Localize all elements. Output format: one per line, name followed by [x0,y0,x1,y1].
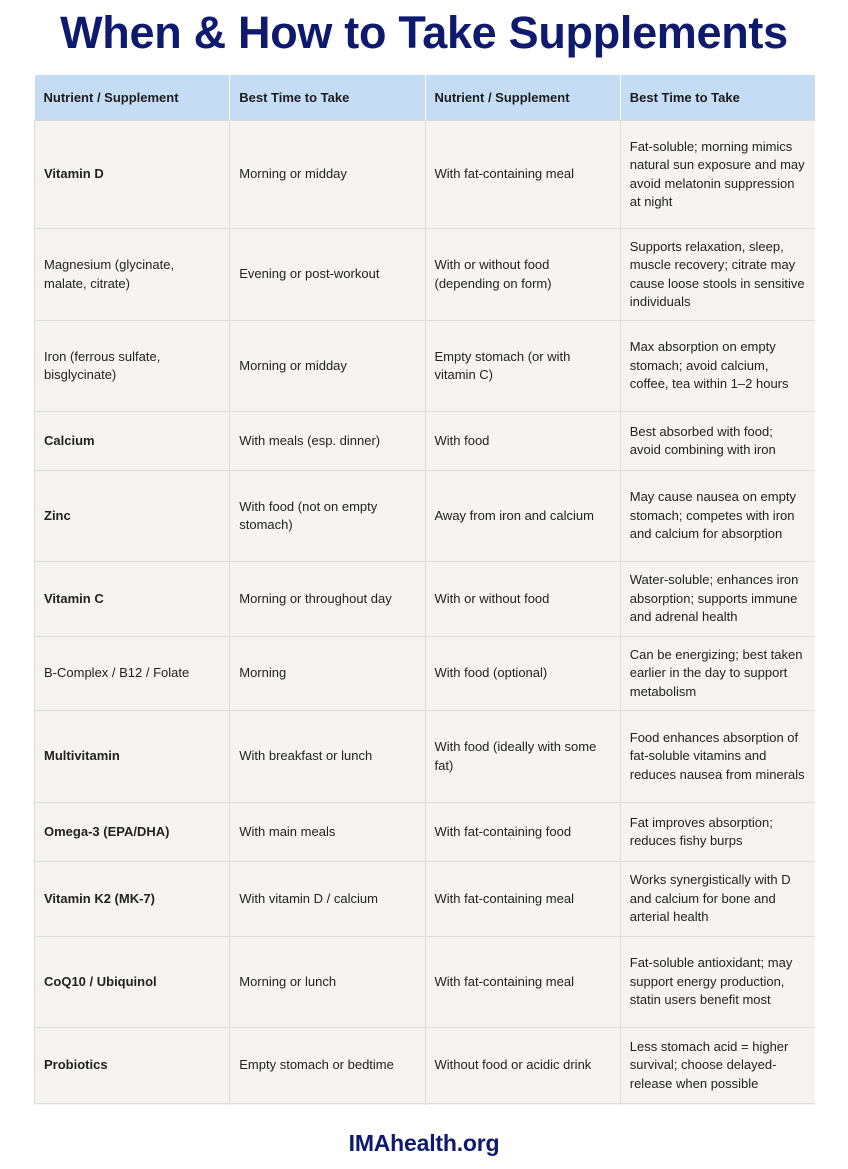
food-guidance-cell: With fat-containing meal [425,937,620,1028]
notes-cell: Food enhances absorption of fat-soluble vitamins and reduces nausea from minerals [620,711,815,803]
table-row [35,321,816,412]
best-time-cell: Morning [230,637,425,711]
footer-site-name: IMAhealth.org [348,1130,500,1156]
table-row [35,1028,816,1104]
table-row [35,937,816,1028]
notes-cell: Water-soluble; enhances iron absorption; supports immune and adrenal health [620,562,815,637]
notes-cell: Supports relaxation, sleep, muscle recovery; citrate may cause loose stools in sensitive individuals [620,229,815,321]
food-guidance-cell: With or without food [425,562,620,637]
notes-cell: Fat-soluble; morning mimics natural sun exposure and may avoid melatonin suppression at night [620,121,815,229]
supplements-table [34,75,815,1105]
best-time-cell: Morning or midday [230,321,425,412]
column-header: Best Time to Take [620,75,815,121]
food-guidance-cell: With fat-containing food [425,803,620,862]
notes-cell: Less stomach acid = higher survival; choose delayed-release when possible [620,1028,815,1104]
notes-cell: Fat improves absorption; reduces fishy burps [620,803,815,862]
empty-cell [35,1104,230,1106]
column-header: Nutrient / Supplement [425,75,620,121]
table-row [35,412,816,471]
supplement-name-cell: Omega-3 (EPA/DHA) [35,803,230,862]
food-guidance-cell: With fat-containing meal [425,121,620,229]
supplement-name-cell: Probiotics [35,1028,230,1104]
best-time-cell: Evening or post-workout [230,229,425,321]
supplement-name-cell: Vitamin K2 (MK-7) [35,862,230,937]
supplement-name-cell: Zinc [35,471,230,562]
supplement-name-cell: Multivitamin [35,711,230,803]
table-row [35,637,816,711]
best-time-cell: Morning or midday [230,121,425,229]
table-row [35,803,816,862]
table-row [35,711,816,803]
food-guidance-cell: With fat-containing meal [425,862,620,937]
food-guidance-cell: With or without food (depending on form) [425,229,620,321]
best-time-cell: With meals (esp. dinner) [230,412,425,471]
notes-cell: Fat-soluble antioxidant; may support energy production, statin users benefit most [620,937,815,1028]
column-header: Nutrient / Supplement [35,75,230,121]
food-guidance-cell: With food (optional) [425,637,620,711]
food-guidance-cell: Away from iron and calcium [425,471,620,562]
supplement-name-cell: Vitamin D [35,121,230,229]
food-guidance-cell: With food [425,412,620,471]
supplement-name-cell: Calcium [35,412,230,471]
food-guidance-cell: Without food or acidic drink [425,1028,620,1104]
supplement-name-cell: Magnesium (glycinate, malate, citrate) [35,229,230,321]
supplement-name-cell: CoQ10 / Ubiquinol [35,937,230,1028]
supplement-name-cell: Iron (ferrous sulfate, bisglycinate) [35,321,230,412]
food-guidance-cell: With food (ideally with some fat) [425,711,620,803]
supplement-name-cell: Vitamin C [35,562,230,637]
page-title: When & How to Take Supplements [60,7,788,58]
table-row [35,121,816,229]
best-time-cell: With food (not on empty stomach) [230,471,425,562]
best-time-cell: With breakfast or lunch [230,711,425,803]
notes-cell: May cause nausea on empty stomach; competes with iron and calcium for absorption [620,471,815,562]
notes-cell: Can be energizing; best taken earlier in the day to support metabolism [620,637,815,711]
best-time-cell: Empty stomach or bedtime [230,1028,425,1104]
empty-cell [230,1104,425,1106]
table-header-row [35,75,816,121]
notes-cell: Works synergistically with D and calcium for bone and arterial health [620,862,815,937]
table-row [35,471,816,562]
table-row-partial [35,1104,816,1106]
empty-cell [620,1104,815,1106]
notes-cell: Max absorption on empty stomach; avoid calcium, coffee, tea within 1–2 hours [620,321,815,412]
best-time-cell: With vitamin D / calcium [230,862,425,937]
column-header: Best Time to Take [230,75,425,121]
food-guidance-cell: Empty stomach (or with vitamin C) [425,321,620,412]
empty-cell [425,1104,620,1106]
table-row [35,229,816,321]
table-row [35,562,816,637]
supplement-name-cell: B-Complex / B12 / Folate [35,637,230,711]
best-time-cell: Morning or lunch [230,937,425,1028]
notes-cell: Best absorbed with food; avoid combining with iron [620,412,815,471]
best-time-cell: Morning or throughout day [230,562,425,637]
best-time-cell: With main meals [230,803,425,862]
table-row [35,862,816,937]
